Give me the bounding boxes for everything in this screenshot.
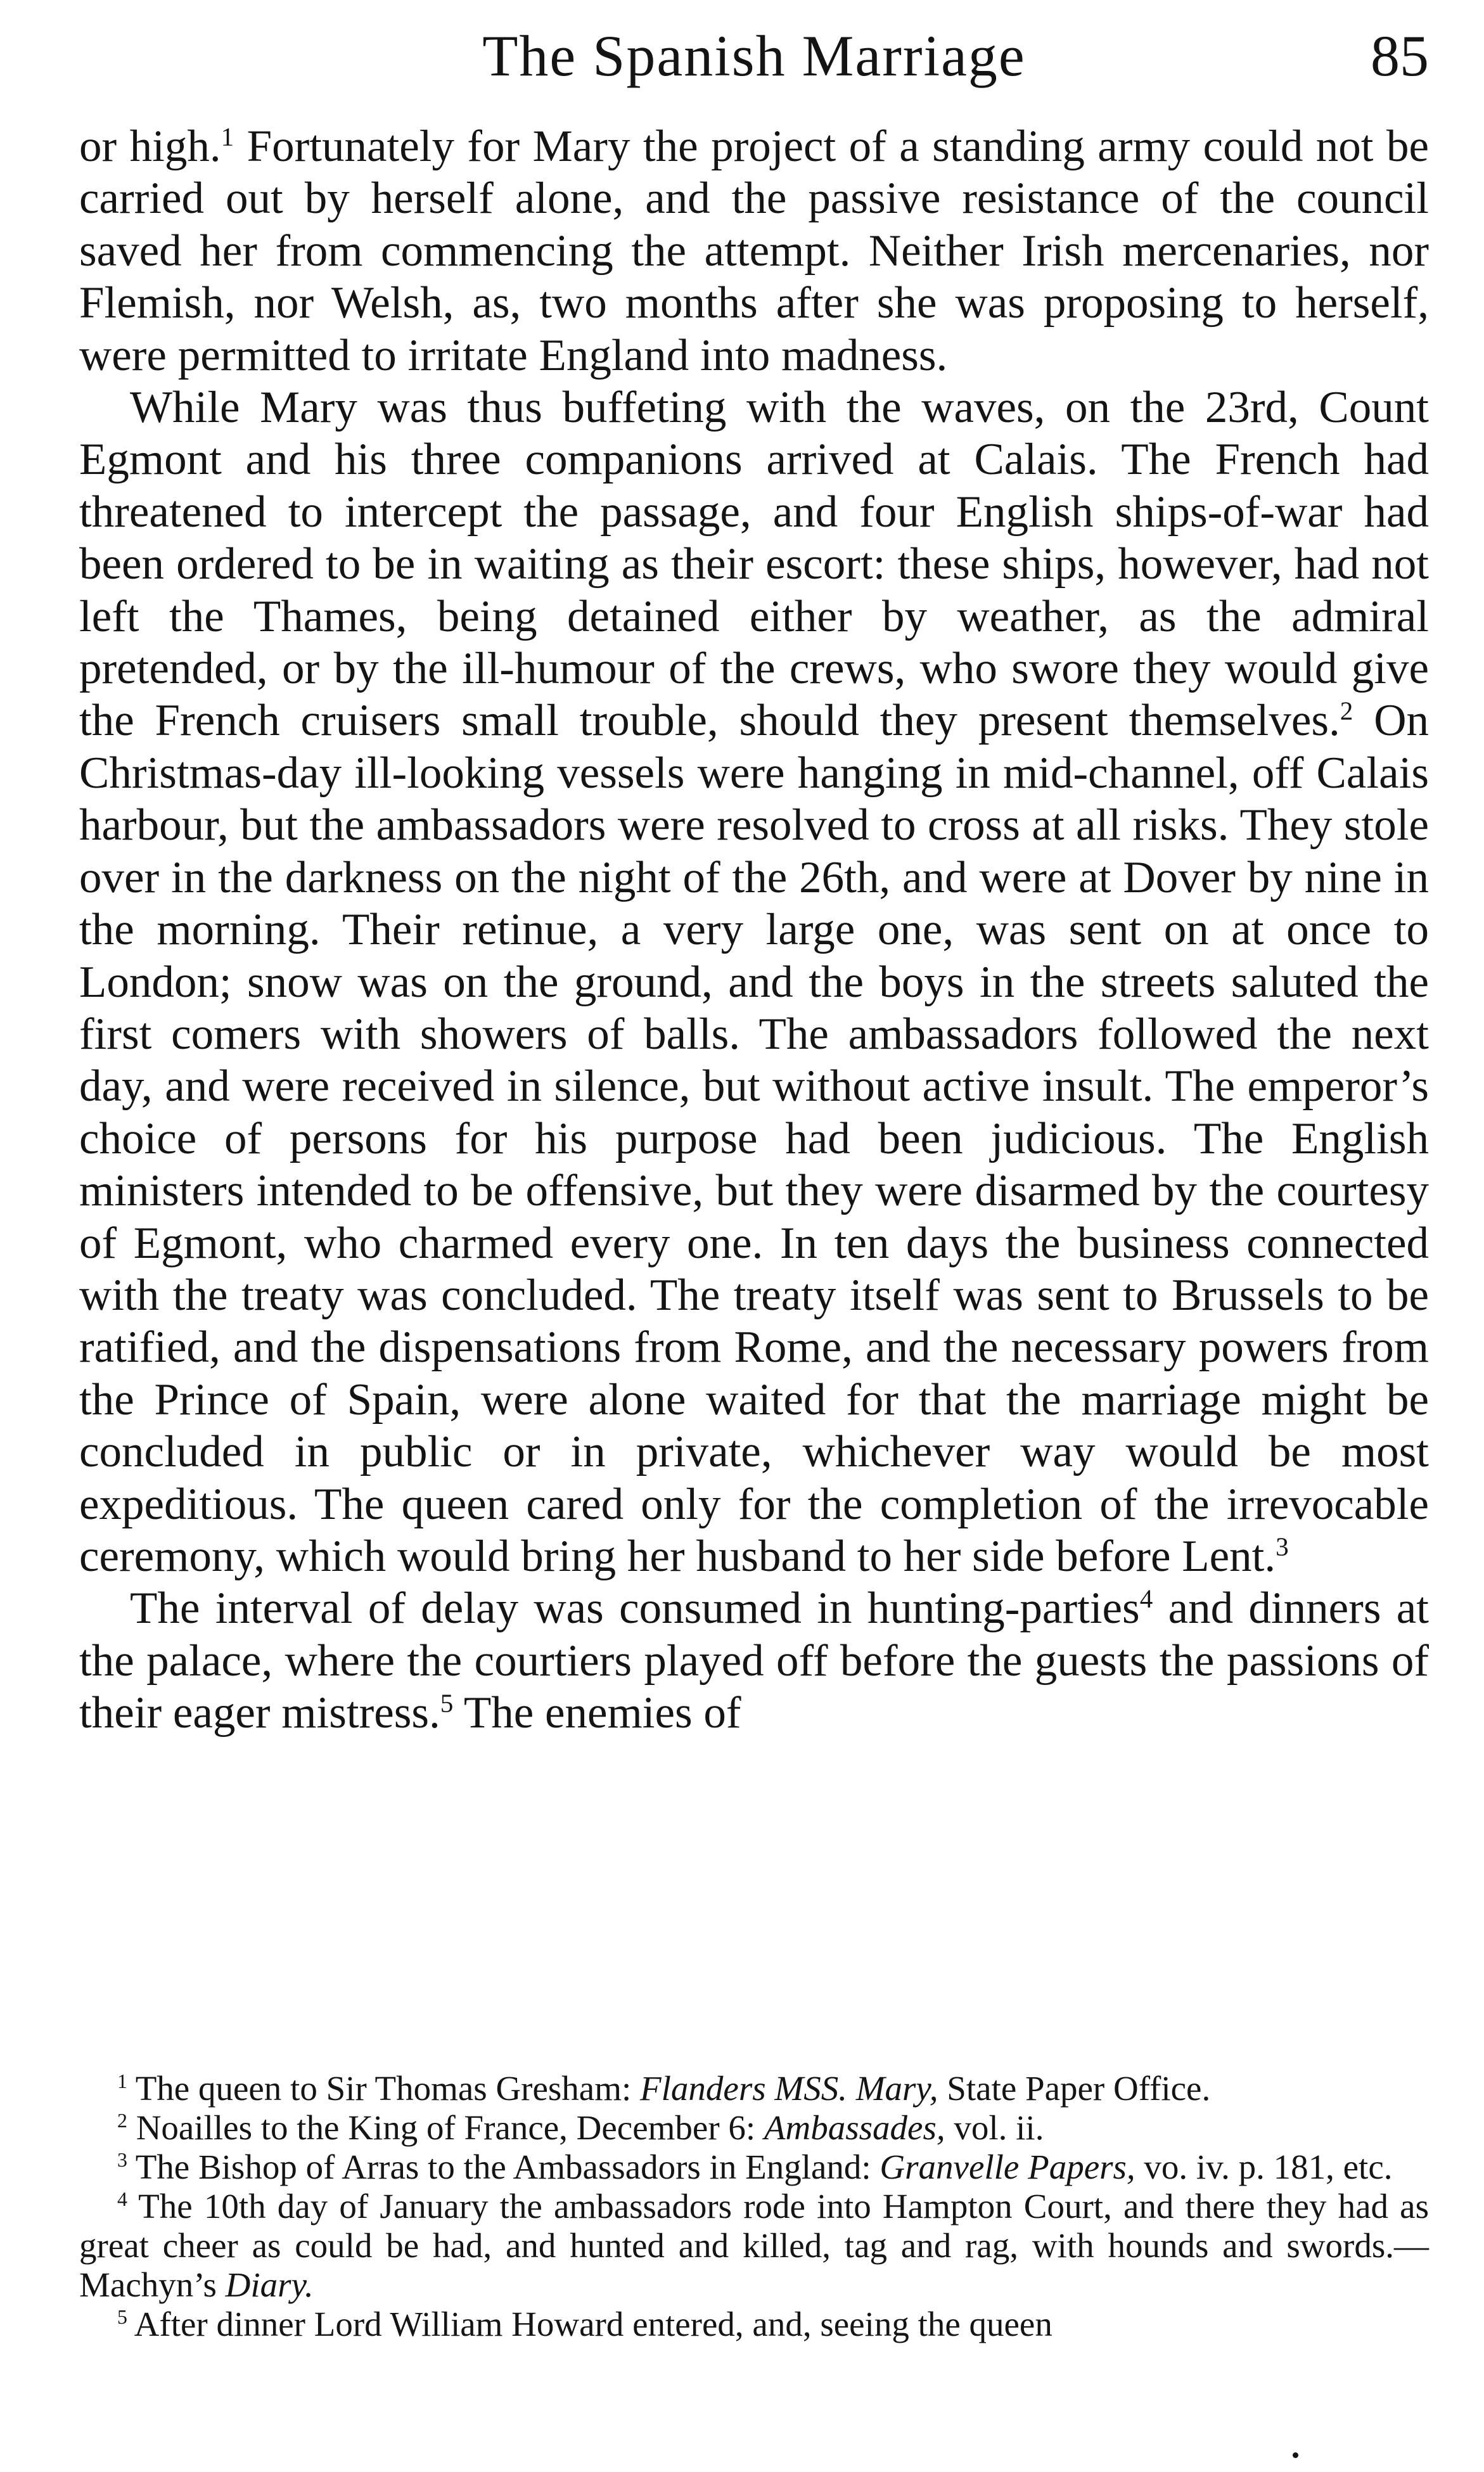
footnote-number: 1 [117,2070,127,2092]
paragraph-text: The enemies of [453,1688,741,1738]
page-header [79,18,1429,94]
footnote-3 [79,2148,1429,2187]
footnote-text: The Bishop of Arras to the Ambassadors in England: [127,2148,880,2186]
paragraph-text: The interval of delay was consumed in hunting-parties [130,1584,1140,1634]
footnote-ref: 1 [221,122,234,151]
footnote-citation: Granvelle Papers, [880,2148,1135,2186]
paragraph-1 [79,120,1429,381]
footnote-4 [79,2187,1429,2305]
paragraph-text: or high. [79,122,221,171]
footnote-5 [79,2305,1429,2344]
footnote-number: 2 [117,2109,127,2132]
paragraph-text: and dinners at the palace, where the courtiers played off before the guests the passions of their eager mistress. [79,1584,1429,1738]
footnote-ref: 4 [1139,1584,1153,1613]
footnote-number: 5 [117,2305,127,2328]
footnote-1 [79,2069,1429,2108]
footnote-2 [79,2108,1429,2148]
footnote-text: vo. iv. p. 181, etc. [1135,2148,1393,2186]
paragraph-2 [79,381,1429,1582]
footnote-citation: Ambassades, [764,2108,945,2147]
footnote-text: The 10th day of January the ambassadors rode into Hampton Court, and there they had as great cheer as could be had, and hunted and killed, tag and rag, with hounds and swords.—Machyn’s [79,2187,1429,2304]
footnote-text: After dinner Lord William Howard entered, and, seeing the queen [127,2305,1052,2343]
footnotes [79,2069,1429,2344]
running-title: The Spanish Marriage [482,23,1026,88]
footnote-ref: 2 [1340,696,1353,726]
ink-speck [1293,2452,1298,2458]
paragraph-3 [79,1582,1429,1739]
footnote-ref: 5 [440,1688,454,1718]
paragraph-text: On Christmas-day ill-looking vessels were hanging in mid-channel, off Calais harbour, but the ambassadors were resolved to cross at all risks. They stole over in the darkness on the night of the 26th, and were at Dover by nine in the morning. Their retinue, a very large one, was sent on at once to London; snow was on the ground, and the boys in the streets saluted the first comers with showers of balls. The ambassadors followed the next day, and were received in silence, but without active insult. The emperor’s choice of persons for his purpose had been judicious. The English ministers intended to be offensive, but they were disarmed by the courtesy of Egmont, who charmed every one. In ten days the business connected with the treaty was concluded. The treaty itself was sent to Brussels to be ratified, and the dispensations from Rome, and the necessary powers from the Prince of Spain, were alone waited for that the marriage might be concluded in public or in private, whichever way would be most expeditious. The queen cared only for the completion of the irrevocable ceremony, which would bring her husband to her side before Lent. [79,696,1429,1581]
paragraph-text: Fortunately for Mary the project of a standing army could not be carried out by herself alone, and the passive resistance of the council saved her from commencing the attempt. Neither Irish mercenaries, nor Flemish, nor Welsh, as, two months after she was proposing to herself, were permitted to irritate England into madness. [79,122,1429,380]
footnote-number: 3 [117,2148,127,2171]
page-number: 85 [1371,23,1429,88]
footnote-text: Noailles to the King of France, December 6: [127,2108,764,2147]
body-text [79,120,1429,1739]
footnote-citation: Flanders MSS. Mary, [640,2069,938,2108]
footnote-ref: 3 [1276,1532,1289,1561]
footnote-number: 4 [117,2187,127,2210]
footnote-text: The queen to Sir Thomas Gresham: [127,2069,641,2108]
footnote-text: State Paper Office. [938,2069,1211,2108]
paragraph-text: While Mary was thus buffeting with the waves, on the 23rd, Count Egmont and his three companions arrived at Calais. The French had threatened to intercept the passage, and four English ships-of-war had been ordered to be in waiting as their escort: these ships, however, had not left the Thames, being detained either by weather, as the admiral pretended, or by the ill-humour of the crews, who swore they would give the French cruisers small trouble, should they present themselves. [79,383,1429,746]
footnote-citation: Diary. [225,2265,314,2304]
footnote-text: vol. ii. [945,2108,1044,2147]
